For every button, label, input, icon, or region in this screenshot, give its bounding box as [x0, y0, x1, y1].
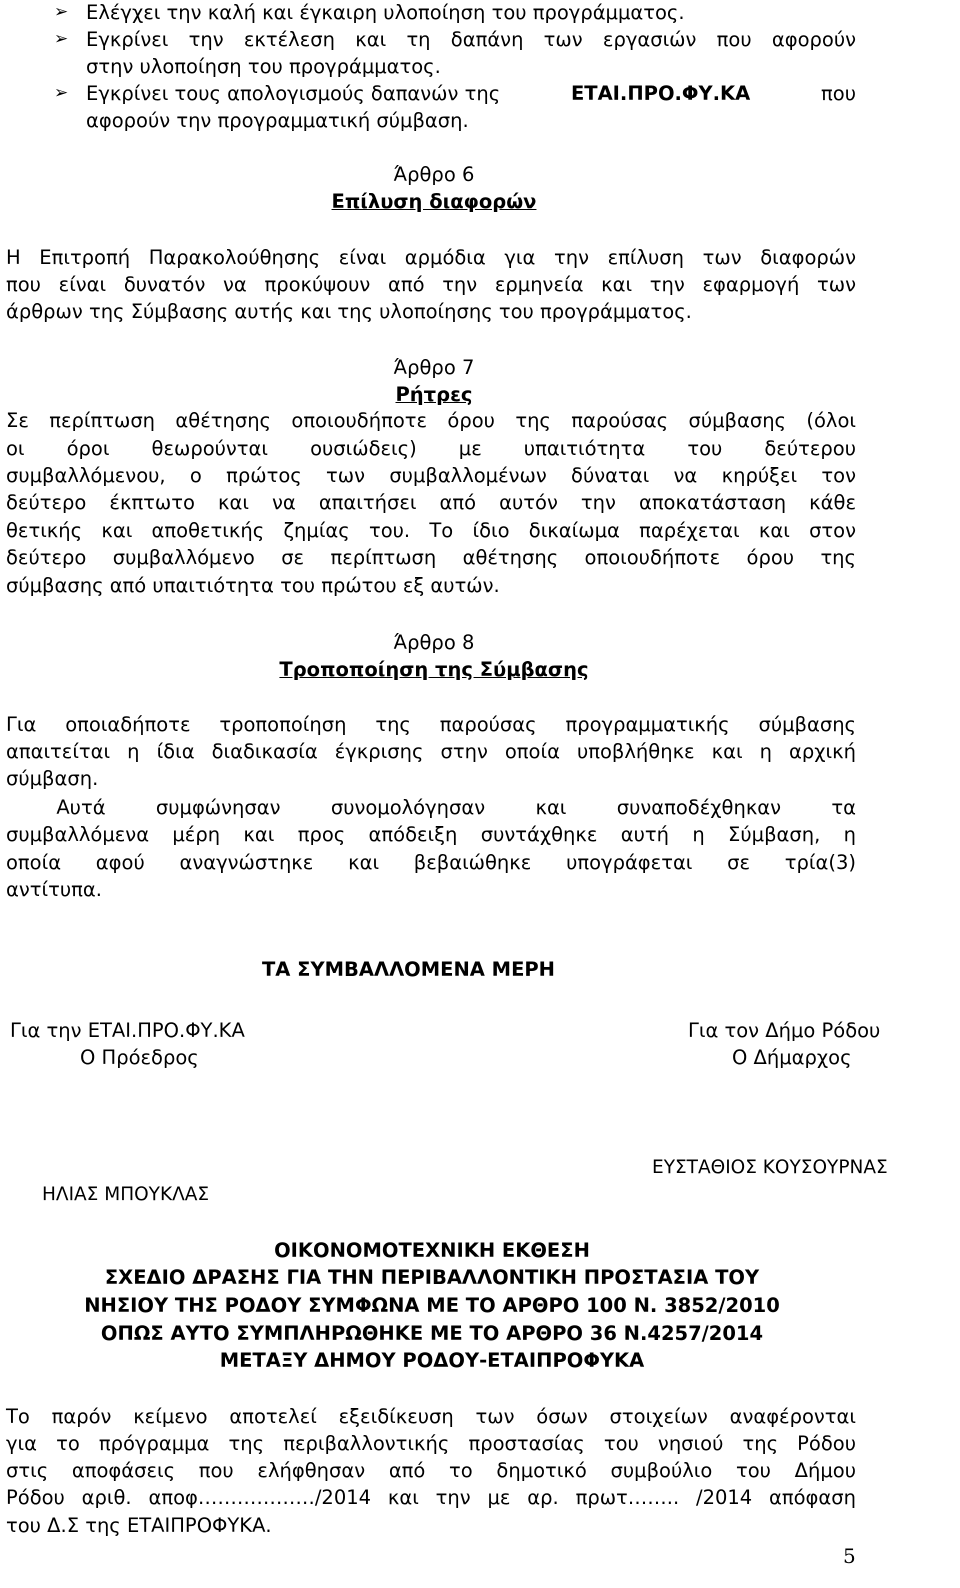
right-party-org: Για τον Δήμο Ρόδου: [688, 1019, 881, 1042]
report-line: Το παρόν κείμενο αποτελεί εξειδίκευση των όσων στοιχείων αναφέρονται: [6, 1405, 856, 1428]
report-title-line: ΝΗΣΙΟΥ ΤΗΣ ΡΟΔΟΥ ΣΥΜΦΩΝΑ ΜΕ ΤΟ ΑΡΘΡΟ 100 Ν. 3852/2010: [84, 1294, 780, 1317]
report-title-line: ΣΧΕΔΙΟ ΔΡΑΣΗΣ ΓΙΑ ΤΗΝ ΠΕΡΙΒΑΛΛΟΝΤΙΚΗ ΠΡΟΣΤΑΣΙΑ ΤΟΥ: [104, 1266, 760, 1289]
article8-line: απαιτείται η ίδια διαδικασία έγκρισης στην οποία υποβλήθηκε και η αρχική: [6, 740, 856, 763]
article7-line: δεύτερο συμβαλλόμενο σε περίπτωση αθέτησης οποιουδήποτε όρου της: [6, 546, 856, 569]
article8-line: σύμβαση.: [6, 767, 99, 790]
article6-number: Άρθρο 6: [393, 163, 475, 186]
bullet-2-line-1: Εγκρίνει την εκτέλεση και τη δαπάνη των εργασιών που αφορούν: [86, 28, 856, 51]
article8-line: αντίτυπα.: [6, 878, 102, 901]
article8-line: οποία αφού αναγνώστηκε και βεβαιώθηκε υπογράφεται σε τρία(3): [6, 851, 856, 874]
report-title-line: ΟΠΩΣ ΑΥΤΟ ΣΥΜΠΛΗΡΩΘΗΚΕ ΜΕ ΤΟ ΑΡΘΡΟ 36 Ν.4257/2014: [100, 1322, 764, 1345]
article7-line: θετικής και αποθετικής ζημίας του. Το ίδιο δικαίωμα παρέχεται και στον: [6, 519, 856, 542]
report-line: του Δ.Σ της ΕΤΑΙΠΡΟΦΥΚΑ.: [6, 1514, 272, 1537]
article7-line: Σε περίπτωση αθέτησης οποιουδήποτε όρου της παρούσας σύμβασης (όλοι: [6, 409, 856, 432]
bullet-3-text-b: που: [821, 82, 856, 105]
report-title-line: ΜΕΤΑΞΥ ΔΗΜΟΥ ΡΟΔΟΥ-ΕΤΑΙΠΡΟΦΥΚΑ: [219, 1349, 645, 1372]
article6-line: που είναι δυνατόν να προκύψουν από την ερμηνεία και την εφαρμογή των: [6, 273, 856, 296]
article8-line: Αυτά συμφώνησαν συνομολόγησαν και συναποδέχθηκαν τα: [6, 796, 856, 819]
left-party-org: Για την ΕΤΑΙ.ΠΡΟ.ΦΥ.ΚΑ: [10, 1019, 245, 1042]
article6-title: Επίλυση διαφορών: [331, 190, 537, 213]
bullet-3-line-2: αφορούν την προγραμματική σύμβαση.: [86, 109, 469, 132]
page-number: 5: [843, 1544, 856, 1568]
article6-line: άρθρων της Σύμβασης αυτής και της υλοποίησης του προγράμματος.: [6, 300, 692, 323]
left-party-role: Ο Πρόεδρος: [80, 1046, 199, 1069]
bullet-3-text-a: Εγκρίνει τους απολογισμούς δαπανών της: [86, 82, 501, 105]
bullet-3-line-1: [86, 81, 856, 107]
article8-number: Άρθρο 8: [393, 631, 475, 654]
left-party-signatory: ΗΛΙΑΣ ΜΠΟΥΚΛΑΣ: [42, 1184, 210, 1205]
parties-heading: ΤΑ ΣΥΜΒΑΛΛΟΜΕΝΑ ΜΕΡΗ: [262, 958, 556, 981]
bullet-arrow-icon: ➢: [54, 2, 69, 22]
right-party-role: Ο Δήμαρχος: [732, 1046, 852, 1069]
report-line: στις αποφάσεις που ελήφθησαν από το δημοτικό συμβούλιο του Δήμου: [6, 1459, 856, 1482]
bullet-1-line-1: Ελέγχει την καλή και έγκαιρη υλοποίηση του προγράμματος.: [86, 1, 685, 24]
article7-line: οι όροι θεωρούνται ουσιώδεις) με υπαιτιότητα του δεύτερου: [6, 437, 856, 460]
bullet-arrow-icon: ➢: [54, 29, 69, 49]
article7-line: συμβαλλόμενου, ο πρώτος των συμβαλλομένων δύναται να κηρύξει τον: [6, 464, 856, 487]
article7-number: Άρθρο 7: [393, 356, 475, 379]
report-line: για το πρόγραμμα της περιβαλλοντικής προστασίας του νησιού της Ρόδου: [6, 1432, 856, 1455]
article7-line: δεύτερο έκπτωτο και να απαιτήσει από αυτόν την αποκατάσταση κάθε: [6, 491, 856, 514]
article8-line: Για οποιαδήποτε τροποποίηση της παρούσας προγραμματικής σύμβασης: [6, 713, 856, 736]
article6-line: Η Επιτροπή Παρακολούθησης είναι αρμόδια για την επίλυση των διαφορών: [6, 246, 856, 269]
report-title-line: ΟΙΚΟΝΟΜΟΤΕΧΝΙΚΗ ΕΚΘΕΣΗ: [274, 1239, 590, 1262]
bullet-3-org: ΕΤΑΙ.ΠΡΟ.ΦΥ.ΚΑ: [570, 82, 751, 105]
article7-line: σύμβασης από υπαιτιότητα του πρώτου εξ αυτών.: [6, 574, 500, 597]
right-party-signatory: ΕΥΣΤΑΘΙΟΣ ΚΟΥΣΟΥΡΝΑΣ: [652, 1157, 888, 1178]
article7-title: Ρήτρες: [395, 383, 473, 406]
report-line: Ρόδου αριθ. αποφ………………/2014 και την με αρ. πρωτ…….. /2014 απόφαση: [6, 1486, 856, 1509]
bullet-arrow-icon: ➢: [54, 83, 69, 103]
article8-line: συμβαλλόμενα μέρη και προς απόδειξη συντάχθηκε αυτή η Σύμβαση, η: [6, 823, 856, 846]
bullet-2-line-2: στην υλοποίηση του προγράμματος.: [86, 55, 441, 78]
article8-title: Τροποποίηση της Σύμβασης: [279, 658, 589, 681]
